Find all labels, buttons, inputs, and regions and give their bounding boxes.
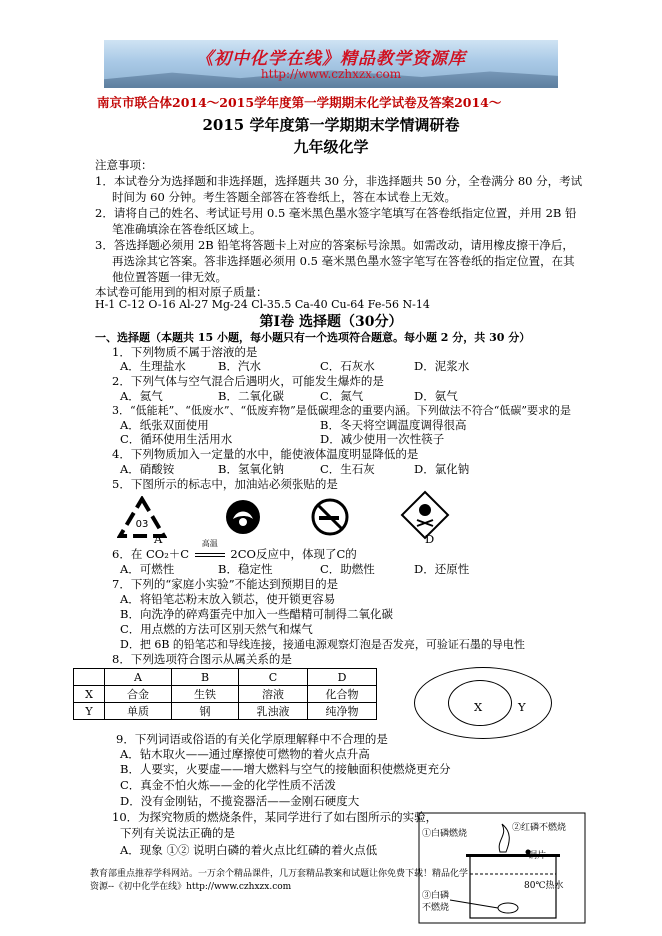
table-cell: D bbox=[308, 669, 377, 686]
sign-label-d: D bbox=[425, 532, 435, 546]
venn-label-y: Y bbox=[518, 700, 526, 714]
q2-option-b[interactable]: B．二氧化碳 bbox=[218, 389, 284, 403]
document-subject: 九年级化学 bbox=[293, 138, 369, 156]
question-2: 2．下列气体与空气混合后遇明火，可能发生爆炸的是 bbox=[112, 374, 384, 388]
q2-option-c[interactable]: C．氮气 bbox=[320, 389, 364, 403]
section-intro: 一、选择题（本题共 15 小题，每小题只有一个选项符合题意。每小题 2 分，共 30 分） bbox=[95, 331, 531, 344]
q1-option-a[interactable]: A．生理盐水 bbox=[120, 359, 186, 373]
fig-label-red-phosphorus: ②红磷不燃烧 bbox=[512, 823, 567, 833]
question-6 bbox=[112, 539, 357, 562]
q8-options-table bbox=[73, 668, 377, 720]
note-2a: 2．请将自己的姓名、考试证号用 0.5 毫米黑色墨水签字笔填写在答卷纸指定位置，并用 2B 铅 bbox=[95, 206, 577, 220]
q7-option-c[interactable]: C．用点燃的方法可区别天然气和煤气 bbox=[120, 622, 313, 636]
footer-line-1: 教育部重点推荐学科网站。一万余个精品课件，几万套精品教案和试题让你免费下载！精品化学 bbox=[90, 869, 469, 879]
header-banner bbox=[104, 40, 558, 88]
question-10-b: 下列有关说法正确的是 bbox=[120, 826, 235, 840]
table-row bbox=[74, 703, 377, 720]
no-smoking-sign-icon[interactable] bbox=[310, 497, 350, 537]
fig-label-copper-sheet: 铜片 bbox=[528, 851, 547, 861]
note-1b: 时间为 60 分钟。考生答题全部答在答卷纸上，答在本试卷上无效。 bbox=[112, 190, 456, 204]
question-4: 4．下列物质加入一定量的水中，能使液体温度明显降低的是 bbox=[112, 447, 419, 461]
table-cell: 单质 bbox=[105, 703, 172, 720]
fig-label-white-phosphorus-burning: ①白磷燃烧 bbox=[422, 829, 468, 839]
note-3c: 他位置答题一律无效。 bbox=[112, 270, 227, 284]
table-cell: 乳浊液 bbox=[239, 703, 308, 720]
footer-line-2[interactable]: 资源--《初中化学在线》http://www.czhxzx.com bbox=[90, 882, 292, 892]
q6-option-a[interactable]: A．可燃性 bbox=[120, 562, 175, 576]
q9-option-b[interactable]: B．人要实，火要虚——增大燃料与空气的接触面积使燃烧更充分 bbox=[120, 762, 451, 776]
table-cell bbox=[74, 669, 105, 686]
q1-option-c[interactable]: C．石灰水 bbox=[320, 359, 375, 373]
q6-option-d[interactable]: D．还原性 bbox=[414, 562, 470, 576]
table-cell: Y bbox=[74, 703, 105, 720]
atomic-masses-label: 本试卷可能用到的相对原子质量： bbox=[95, 285, 268, 299]
q6-condition-text: 高温 bbox=[201, 539, 218, 548]
sign-label-a: A bbox=[154, 532, 163, 546]
banner-url[interactable]: http://www.czhxzx.com bbox=[260, 67, 402, 81]
table-row bbox=[74, 669, 377, 686]
fig-label-white-phosphorus-water: ③白磷 bbox=[422, 891, 450, 901]
q6-reaction-arrow bbox=[195, 553, 225, 557]
q3-option-a[interactable]: A．纸张双面使用 bbox=[120, 418, 209, 432]
note-3b: 再选涂其它答案。答非选择题必须用 0.5 毫米黑色墨水签字笔写在答卷纸的指定位置，在其 bbox=[112, 254, 575, 268]
q4-option-b[interactable]: B．氢氧化钠 bbox=[218, 462, 284, 476]
q6-products: 2CO反应中，体现了C的 bbox=[230, 547, 357, 561]
q6-option-c[interactable]: C．助燃性 bbox=[320, 562, 375, 576]
toxic-sign-icon[interactable] bbox=[223, 497, 263, 537]
table-cell: C bbox=[239, 669, 308, 686]
q2-option-d[interactable]: D．氨气 bbox=[414, 389, 458, 403]
q6-reactants: 6．在 CO₂＋C bbox=[112, 547, 190, 561]
q4-option-d[interactable]: D．氯化钠 bbox=[414, 462, 470, 476]
table-cell: X bbox=[74, 686, 105, 703]
q3-option-b[interactable]: B．冬天将空调温度调得很高 bbox=[320, 418, 467, 432]
q2-option-a[interactable]: A．氦气 bbox=[120, 389, 163, 403]
q3-option-d[interactable]: D．减少使用一次性筷子 bbox=[320, 432, 445, 446]
footer bbox=[90, 868, 468, 894]
question-9: 9．下列词语或俗语的有关化学原理解释中不合理的是 bbox=[116, 732, 388, 746]
q9-option-a[interactable]: A．钻木取火——通过摩擦使可燃物的着火点升高 bbox=[120, 747, 370, 761]
table-cell: B bbox=[172, 669, 239, 686]
banner-title: 《初中化学在线》精品教学资源库 bbox=[196, 49, 466, 69]
question-10: 10．为探究物质的燃烧条件，某同学进行了如右图所示的实验， bbox=[112, 810, 438, 824]
section-title: 第Ⅰ卷 选择题（30分） bbox=[259, 314, 403, 330]
atomic-masses: H-1 C-12 O-16 Al-27 Mg-24 Cl-35.5 Ca-40 Cu-64 Fe-56 N-14 bbox=[95, 298, 430, 311]
table-cell: A bbox=[105, 669, 172, 686]
question-3: 3．“低能耗”、“低废水”、“低废弃物”是低碳理念的重要内涵。下列做法不符合“低碳”要求的是 bbox=[112, 404, 571, 417]
q1-option-d[interactable]: D．泥浆水 bbox=[414, 359, 470, 373]
table-row bbox=[74, 686, 377, 703]
question-5: 5．下图所示的标志中，加油站必须张贴的是 bbox=[112, 477, 338, 491]
q10-option-a[interactable]: A．现象 ①② 说明白磷的着火点比红磷的着火点低 bbox=[120, 843, 378, 857]
q9-option-d[interactable]: D．没有金刚钻，不揽瓷器活——金刚石硬度大 bbox=[120, 794, 360, 808]
note-3a: 3．答选择题必须用 2B 铅笔将答题卡上对应的答案标号涂黑。如需改动，请用橡皮擦干净后， bbox=[95, 238, 574, 252]
document-red-title: 南京市联合体2014～2015学年度第一学期期末化学试卷及答案2014～ bbox=[97, 95, 502, 110]
q1-option-b[interactable]: B．汽水 bbox=[218, 359, 261, 373]
table-cell: 化合物 bbox=[308, 686, 377, 703]
q7-option-b[interactable]: B．向洗净的碎鸡蛋壳中加入一些醋精可制得二氧化碳 bbox=[120, 607, 393, 621]
q4-option-a[interactable]: A．硝酸铵 bbox=[120, 462, 175, 476]
q6-condition bbox=[193, 539, 227, 561]
q7-option-a[interactable]: A．将铅笔芯粉末放入锁芯，使开锁更容易 bbox=[120, 592, 336, 606]
question-7: 7．下列的“家庭小实验”不能达到预期目的是 bbox=[112, 577, 339, 591]
document-title: 2015 学年度第一学期期末学情调研卷 bbox=[202, 116, 460, 134]
fig-label-not-burning: 不燃烧 bbox=[422, 903, 450, 913]
table-cell: 纯净物 bbox=[308, 703, 377, 720]
q6-option-b[interactable]: B．稳定性 bbox=[218, 562, 273, 576]
note-1a: 1．本试卷分为选择题和非选择题，选择题共 30 分，非选择题共 50 分，全卷满分 80 分，考试 bbox=[95, 174, 583, 188]
q9-option-c[interactable]: C．真金不怕火炼——金的化学性质不活泼 bbox=[120, 778, 336, 792]
table-cell: 合金 bbox=[105, 686, 172, 703]
q7-option-d[interactable]: D．把 6B 的铅笔芯和导线连接，接通电源观察灯泡是否发亮，可验证石墨的导电性 bbox=[120, 638, 525, 651]
q3-option-c[interactable]: C．循环使用生活用水 bbox=[120, 432, 233, 446]
venn-label-x: X bbox=[474, 700, 483, 714]
question-1: 1．下列物质不属于溶液的是 bbox=[112, 345, 258, 359]
q4-option-c[interactable]: C．生石灰 bbox=[320, 462, 375, 476]
table-cell: 溶液 bbox=[239, 686, 308, 703]
table-cell: 钢 bbox=[172, 703, 239, 720]
recycle-number: 03 bbox=[135, 519, 149, 530]
table-cell: 生铁 bbox=[172, 686, 239, 703]
question-8: 8．下列选项符合图示从属关系的是 bbox=[112, 652, 292, 666]
notes-heading: 注意事项： bbox=[95, 158, 153, 172]
fig-label-hot-water: 80℃热水 bbox=[524, 881, 564, 891]
note-2b: 笔准确填涂在答卷纸区域上。 bbox=[112, 222, 262, 236]
